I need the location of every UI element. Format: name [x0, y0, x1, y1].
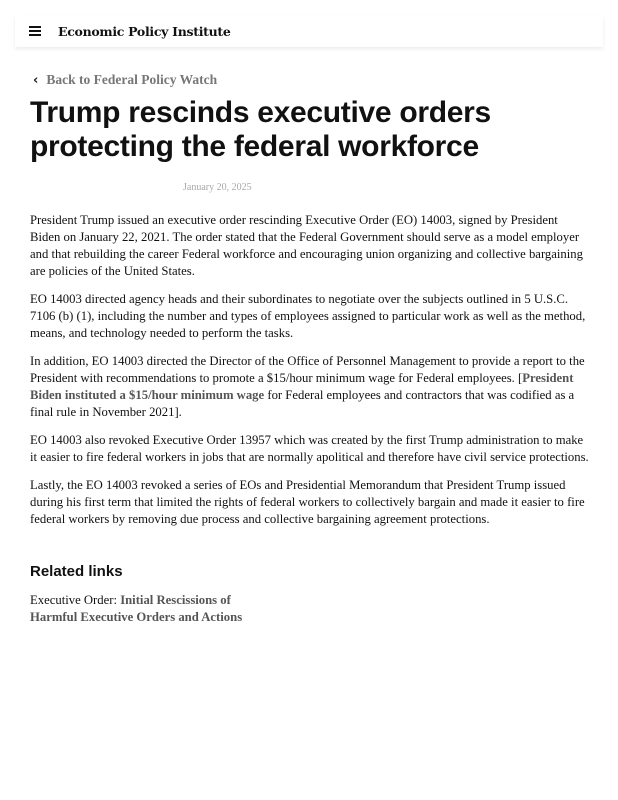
biden-minimum-wage-link[interactable]: President Biden instituted a $15/hour minimum wage — [30, 371, 574, 402]
related-links-heading: Related links — [30, 563, 123, 580]
paragraph — [30, 353, 590, 421]
site-header — [15, 15, 603, 47]
back-link-label: Back to Federal Policy Watch — [46, 72, 218, 87]
chevron-left-icon: ‹ — [33, 72, 39, 88]
paragraph: EO 14003 directed agency heads and their subordinates to negotiate over the subjects outlined in 5 U.S.C. 7106 (b) (1), including the number and types of employees assigned to particular work as well as the method, means, and technology needed to perform the tasks. — [30, 292, 586, 340]
paragraph: President Trump issued an executive order rescinding Executive Order (EO) 14003, signed by President Biden on January 22, 2021. The order stated that the Federal Government should serve as a model employer and that rebuilding the career Federal workforce and encouraging union organizing and collective bargaining are policies of the United States. — [30, 213, 583, 278]
page-title: Trump rescinds executive orders protecting the federal workforce — [30, 96, 491, 163]
related-link-item — [30, 592, 280, 626]
back-link[interactable] — [33, 72, 217, 88]
related-link[interactable]: Initial Rescissions of Harmful Executive Orders and Actions — [30, 593, 243, 624]
hamburger-menu-icon[interactable] — [29, 26, 41, 36]
article-body — [30, 212, 590, 626]
related-prefix: Executive Order: — [30, 593, 121, 607]
paragraph: EO 14003 also revoked Executive Order 13957 which was created by the first Trump administration to make it easier to fire federal workers in jobs that are normally apolitical and therefore have civil service protections. — [30, 433, 589, 464]
publish-date: January 20, 2025 — [183, 182, 252, 193]
site-logo[interactable]: Economic Policy Institute — [58, 23, 231, 39]
text: for Federal employees and contractors that was codified as a final rule in November 2021]. — [30, 388, 575, 419]
text: In addition, EO 14003 directed the Director of the Office of Personnel Management to provide a report to the President with recommendations to promote a $15/hour minimum wage for Federal employees. [ — [30, 354, 585, 385]
paragraph: Lastly, the EO 14003 revoked a series of EOs and Presidential Memorandum that President Trump issued during his first term that limited the rights of federal workers to collectively bargain and made it easier to fire federal workers by removing due process and collective bargaining agreement protections. — [30, 478, 585, 526]
